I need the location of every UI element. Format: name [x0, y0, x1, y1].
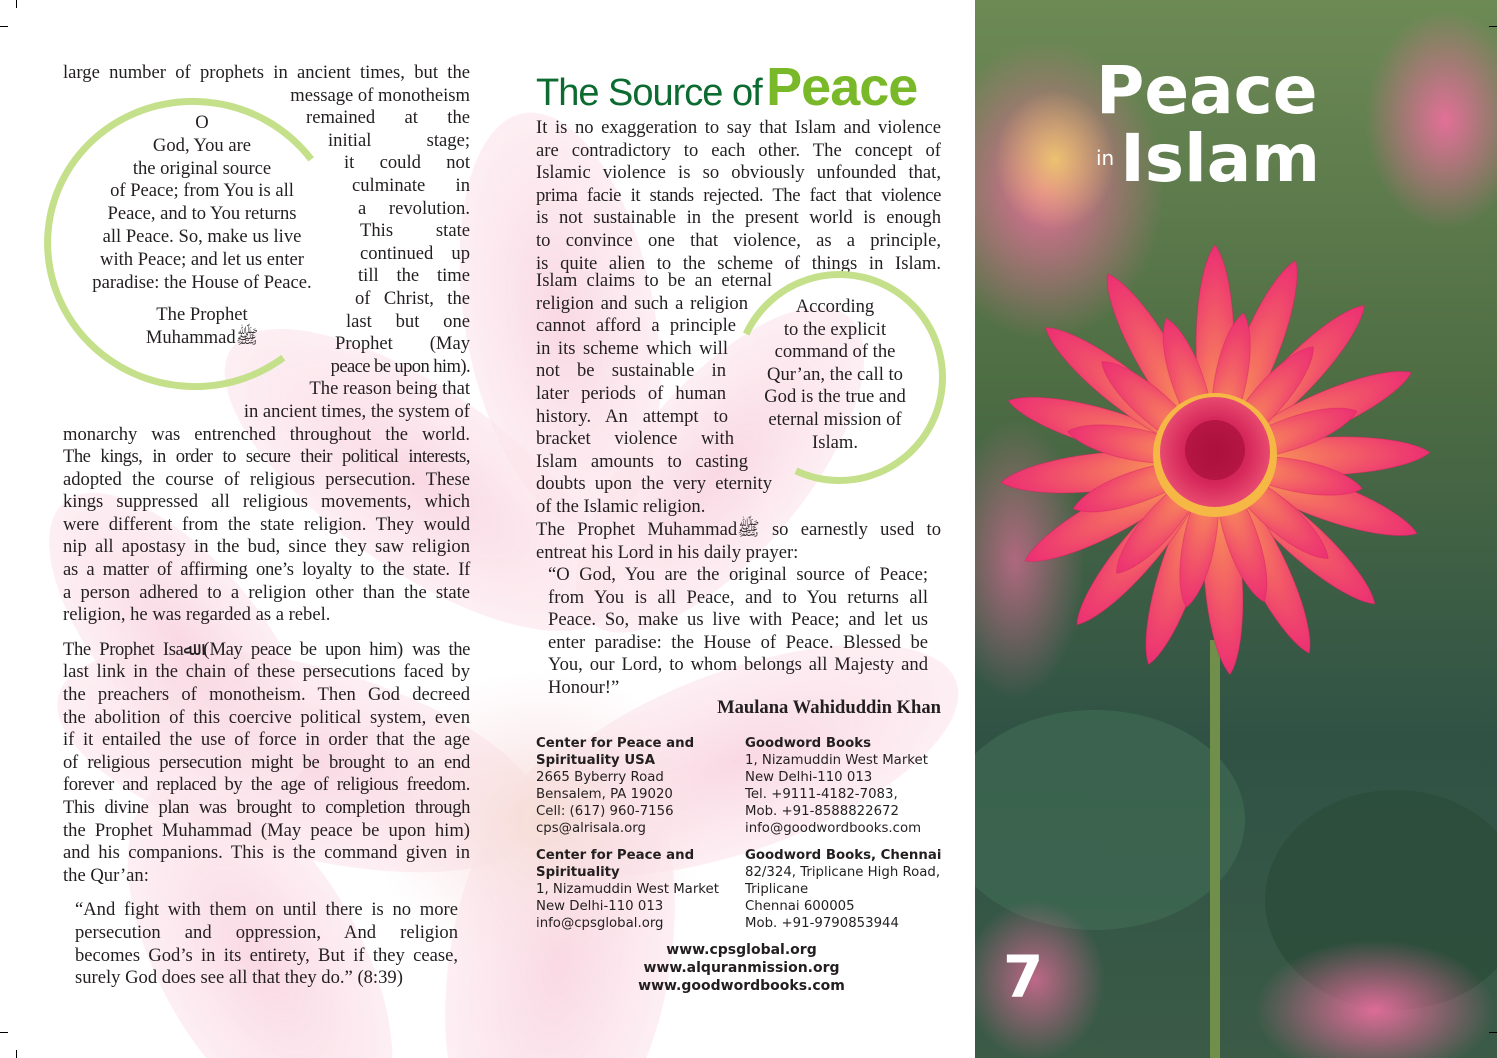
col1-line: nip all apostasy in the bud, since they saw religion: [63, 536, 470, 558]
callout-2-line: eternal mission of: [768, 408, 902, 430]
col1-quote-line: becomes God’s in its entirety, But if they cease,: [75, 944, 458, 966]
col2-quote-line: from You is all Peace, and to You returns all: [548, 586, 928, 608]
col2-narrow-line: Islam amounts to casting: [536, 450, 748, 472]
col2-narrow-line: not be sustainable in: [536, 360, 726, 382]
website-link[interactable]: www.cpsglobal.org: [666, 942, 817, 958]
website-links: [600, 941, 883, 995]
col1-quote-line: surely God does see all that they do.” (8:39): [75, 967, 403, 989]
col2-prayer-line: entreat his Lord in his daily prayer:: [536, 541, 799, 563]
col2-line: are contradictory to each other. The concept of: [536, 139, 941, 161]
col1-quote-line: persecution and oppression, And religion: [75, 921, 458, 943]
contact-address: 1, Nizamuddin West Market: [745, 753, 928, 768]
col2-line: is quite alien to the scheme of things in Islam.: [536, 252, 941, 274]
crop-mark: [16, 1050, 17, 1058]
col1-line: continued up: [360, 242, 470, 264]
contact-name: Goodword Books, Chennai: [745, 848, 942, 863]
col1-line: as a matter of affirming one’s loyalty to the state. If: [63, 559, 470, 581]
callout-1-line: Peace, and to You returns: [107, 203, 297, 225]
contact-goodword-chennai: [745, 847, 941, 932]
col1-line: were different from the state religion. They would: [63, 513, 470, 535]
contact-address: New Delhi-110 013: [536, 899, 664, 914]
contact-goodword-delhi: [745, 735, 928, 837]
callout-2-line: Islam.: [812, 431, 858, 453]
col1-line: initial stage;: [328, 129, 470, 151]
column-2-quote: [548, 564, 928, 700]
contact-phone: Mob. +91-8588822672: [745, 804, 899, 819]
col1-line: The Prophet Isaﷲ (May peace be upon him) was the: [63, 638, 470, 660]
col1-line: last but one: [346, 310, 470, 332]
contact-address: Chennai 600005: [745, 899, 855, 914]
col2-line: Islamic violence is so obviously unfounded that,: [536, 162, 941, 184]
col1-line: The kings, in order to secure their political interests,: [63, 446, 470, 468]
col1-line: in ancient times, the system of: [243, 400, 470, 422]
col2-narrow-line: later periods of human: [536, 382, 726, 404]
col2-line: to convince one that violence, as a principle,: [536, 229, 941, 251]
callout-1-line: with Peace; and let us enter: [100, 248, 304, 270]
col1-line: till the time: [358, 265, 470, 287]
col1-line: a revolution.: [358, 197, 470, 219]
col2-narrow-line: history. An attempt to: [536, 405, 728, 427]
col2-narrow-line: bracket violence with: [536, 428, 734, 450]
col2-line: prima facie it stands rejected. The fact that violence: [536, 184, 941, 206]
col2-narrow-line: religion and such a religion: [536, 292, 748, 314]
col1-quote-line: “And fight with them on until there is no more: [75, 899, 458, 921]
contact-address: Triplicane: [745, 882, 809, 897]
col1-line: if it entailed the use of force in order that the age: [63, 729, 470, 751]
crop-mark: [0, 1032, 8, 1033]
cover-title: [1096, 52, 1321, 197]
cover-title-islam: Islam: [1120, 120, 1321, 197]
contact-name: Goodword Books: [745, 736, 871, 751]
callout-1-line: O: [195, 112, 209, 133]
col2-narrow-line: in its scheme which will: [536, 337, 728, 359]
callout-2-line: to the explicit: [783, 318, 887, 340]
col2-quote-line: “O God, You are the original source of Peace;: [548, 564, 928, 585]
col2-quote-line: enter paradise: the House of Peace. Blessed be: [548, 631, 928, 653]
col1-line: of religious persecution might be brought to an end: [63, 751, 470, 773]
contact-name: Spirituality USA: [536, 753, 655, 768]
contact-address: Bensalem, PA 19020: [536, 787, 673, 802]
col2-narrow-line: of the Islamic religion.: [536, 495, 706, 517]
col1-line: the preachers of monotheism. Then God decreed: [63, 684, 470, 706]
col1-line: last link in the chain of these persecutions faced by: [63, 661, 470, 683]
contact-name: Spirituality: [536, 865, 620, 880]
col1-line: it could not: [344, 152, 470, 174]
cover-title-peace: Peace: [1096, 52, 1318, 129]
col2-narrow-line: Islam claims to be an eternal: [536, 270, 772, 291]
col1-line: kings suppressed all religious movements, which: [63, 491, 470, 513]
crop-mark: [0, 26, 8, 27]
cover-title-in: in: [1096, 146, 1115, 170]
crop-mark: [16, 0, 17, 8]
website-link[interactable]: www.goodwordbooks.com: [638, 978, 845, 994]
callout-1-attribution: Muhammadﷺ: [145, 327, 259, 349]
callout-1-line: paradise: the House of Peace.: [92, 271, 312, 293]
crop-mark: [1489, 26, 1497, 27]
contact-email[interactable]: info@cpsglobal.org: [536, 916, 664, 931]
col1-line: culminate in: [352, 174, 470, 196]
page-number: 7: [1003, 943, 1044, 1011]
callout-1-line: of Peace; from You is all: [110, 180, 294, 202]
col2-prayer-line: The Prophet Muhammadﷺ so earnestly used to: [536, 519, 941, 540]
col1-quote: [75, 899, 458, 989]
col2-line: is not sustainable in the present world is enough: [536, 207, 941, 229]
contact-phone: Mob. +91-9790853944: [745, 916, 899, 931]
col2-narrow-line: doubts upon the very eternity: [536, 473, 772, 495]
col2-narrow-line: cannot afford a principle: [536, 315, 736, 337]
col2-quote-line: Peace. So, make us live with Peace; and let us: [548, 609, 928, 631]
col1-line: a person adhered to a religion other than the state: [63, 581, 470, 603]
title-prefix: The Source of: [536, 72, 762, 114]
contact-address: 1, Nizamuddin West Market: [536, 882, 719, 897]
quote-author: Maulana Wahiduddin Khan: [717, 697, 941, 718]
contact-name: Center for Peace and: [536, 848, 695, 863]
contact-address: 2665 Byberry Road: [536, 770, 664, 785]
contact-cps-delhi: [536, 847, 719, 932]
col2-line: It is no exaggeration to say that Islam and violence: [536, 117, 941, 138]
col1-line: forever and replaced by the age of religious freedom.: [63, 774, 470, 796]
callout-2-line: Qur’an, the call to: [767, 363, 903, 385]
col1-line: The reason being that: [309, 378, 470, 400]
callout-1-line: the original source: [132, 157, 272, 179]
contact-name: Center for Peace and: [536, 736, 695, 751]
callout-1-text: [74, 112, 330, 350]
callout-2-line: According: [795, 296, 875, 317]
column-2-intro: [536, 117, 941, 275]
col1-line: the Qur’an:: [63, 864, 149, 886]
contact-address: New Delhi-110 013: [745, 770, 873, 785]
col1-line: and his companions. This is the command given in: [63, 842, 470, 864]
section-title: [536, 56, 917, 118]
callout-2-line: God is the true and: [764, 386, 906, 408]
contact-email[interactable]: info@goodwordbooks.com: [745, 821, 922, 836]
callout-1-attribution: The Prophet: [156, 304, 248, 326]
website-link[interactable]: www.alquranmission.org: [643, 960, 840, 976]
column-2-prayer-intro: [536, 519, 941, 564]
callout-2-text: [748, 296, 922, 454]
col2-quote-line: Honour!”: [548, 676, 620, 698]
callout-2-line: command of the: [774, 341, 896, 363]
contact-phone: Tel. +9111-4182-7083,: [745, 787, 898, 802]
col1-line: large number of prophets in ancient times, but the: [63, 62, 470, 83]
contact-email[interactable]: cps@alrisala.org: [536, 821, 646, 836]
col1-line: the abolition of this coercive political system, even: [63, 706, 470, 728]
col1-line: message of monotheism: [290, 84, 470, 106]
col1-line: remained at the: [306, 107, 470, 129]
col1-line: Prophet (May: [335, 333, 470, 355]
col2-quote-line: You, our Lord, to whom belongs all Majesty and: [548, 654, 928, 676]
contact-cps-usa: [536, 735, 694, 837]
col1-line: This divine plan was brought to completion through: [63, 797, 470, 818]
title-peace: Peace: [766, 57, 918, 117]
col1-line: of Christ, the: [355, 287, 470, 309]
col1-line: This state: [360, 220, 470, 242]
col1-line: peace be upon him).: [330, 355, 470, 377]
col1-line: religion, he was regarded as a rebel.: [63, 604, 331, 626]
col1-line: monarchy was entrenched throughout the world.: [63, 423, 470, 445]
callout-1-line: God, You are: [152, 134, 252, 156]
crop-mark: [1489, 1032, 1497, 1033]
contact-phone: Cell: (617) 960-7156: [536, 804, 674, 819]
callout-1-line: all Peace. So, make us live: [102, 225, 302, 247]
contact-address: 82/324, Triplicane High Road,: [745, 865, 941, 880]
col1-line: the Prophet Muhammad (May peace be upon him): [63, 819, 470, 841]
col1-line: adopted the course of religious persecution. These: [63, 468, 470, 490]
